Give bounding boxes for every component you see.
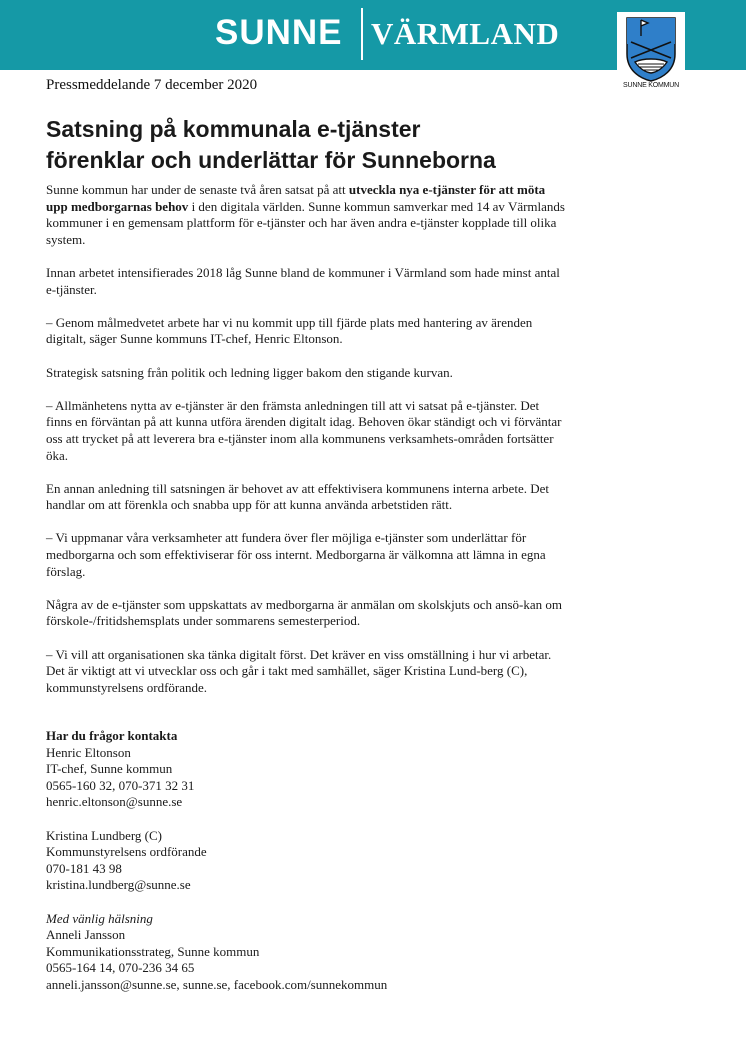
- closing-greeting: Med vänlig hälsning: [46, 910, 153, 926]
- contact-phone: 0565-164 14, 070-236 34 65: [46, 960, 195, 976]
- paragraph-background: Innan arbetet intensifierades 2018 låg Sunne bland de kommuner i Värmland som hade minst antal e-tjänster.: [46, 264, 560, 297]
- contact-name: Anneli Jansson: [46, 927, 126, 943]
- paragraph-intro: [46, 182, 566, 248]
- brand-varmland: VÄRMLAND: [371, 16, 560, 51]
- brand-sunne: SUNNE: [215, 13, 343, 52]
- contact-email-link[interactable]: kristina.lundberg@sunne.se: [46, 877, 191, 893]
- intro-text-bold: utveckla nya e-tjänster för att möta upp medborgarnas behov: [46, 182, 546, 214]
- contact-email-link[interactable]: henric.eltonson@sunne.se: [46, 794, 183, 810]
- headline-line-1: Satsning på kommunala e-tjänster: [46, 116, 421, 142]
- paragraph-efficiency: En annan anledning till satsningen är behovet av att effektivisera kommunens interna arbete. Det handlar om att förenkla och snabba upp för att kunna använda arbetstiden rätt.: [46, 480, 549, 513]
- headline: [46, 114, 606, 176]
- contact-role: Kommunstyrelsens ordförande: [46, 844, 207, 860]
- contact-phone: 0565-160 32, 070-371 32 31: [46, 777, 195, 793]
- article-body: [46, 182, 566, 696]
- intro-text-a: Sunne kommun har under de senaste två åren satsat på att: [46, 182, 349, 197]
- contact-role: IT-chef, Sunne kommun: [46, 761, 173, 777]
- coat-of-arms-icon: [623, 14, 679, 82]
- contact-role: Kommunikationsstrateg, Sunne kommun: [46, 943, 260, 959]
- intro-text-b: i den digitala världen. Sunne kommun samverkar med 14 av Värmlands kommuner i en gemensam plattform för e-tjänster och har även andra e-tjänster kopplade till olika system.: [46, 198, 565, 247]
- press-release-date: Pressmeddelande 7 december 2020: [46, 77, 258, 93]
- contact-block-communications: [46, 911, 566, 994]
- brand-divider: [361, 8, 363, 60]
- contact-section: [46, 728, 566, 1010]
- paragraph-encourage: – Vi uppmanar våra verksamheter att fundera över fler möjliga e-tjänster som underlättar för medborgarna och som effektiviserar för oss internt. Medborgarna är välkomna att lämna in egna förslag.: [46, 530, 546, 579]
- paragraph-public-benefit: – Allmänhetens nytta av e-tjänster är den främsta anledningen till att vi satsat på e-tjänster. Det finns en förväntan på att kunna utföra ärenden digitalt idag. Behoven ökar ständigt och vi förväntar oss att trycket på att leverera bra e-tjänster inom alla kommunens verksamhets-områden fortsätter öka.: [46, 397, 562, 463]
- contact-name: Kristina Lundberg (C): [46, 827, 163, 843]
- logo-caption: SUNNE KOMMUN: [623, 82, 679, 89]
- headline-line-2: förenklar och underlättar för Sunneborna: [46, 147, 496, 173]
- contact-name: Henric Eltonson: [46, 744, 131, 760]
- paragraph-quote-it-chef: – Genom målmedvetet arbete har vi nu kommit upp till fjärde plats med hantering av ärenden digitalt, säger Sunne kommuns IT-chef, Henric Eltonson.: [46, 314, 533, 347]
- paragraph-popular-services: Några av de e-tjänster som uppskattats av medborgarna är anmälan om skolskjuts och ansö-kan om förskole-/fritidshemsplats under sommarens semesterperiod.: [46, 596, 563, 629]
- municipal-logo: [617, 12, 685, 92]
- paragraph-strategy: Strategisk satsning från politik och ledning ligger bakom den stigande kurvan.: [46, 364, 453, 380]
- contact-block-chair: [46, 828, 566, 894]
- contact-phone: 070-181 43 98: [46, 860, 122, 876]
- contact-block-it-chef: [46, 728, 566, 811]
- contact-heading: Har du frågor kontakta: [46, 728, 178, 743]
- paragraph-quote-chair: – Vi vill att organisationen ska tänka digitalt först. Det kräver en viss omställning i hur vi arbetar. Det är viktigt att vi utvecklar oss och går i takt med samhället, säger Kristina Lund-berg (C), kommunstyrelsens ordförande.: [46, 646, 552, 695]
- contact-links[interactable]: anneli.jansson@sunne.se, sunne.se, facebook.com/sunnekommun: [46, 976, 388, 992]
